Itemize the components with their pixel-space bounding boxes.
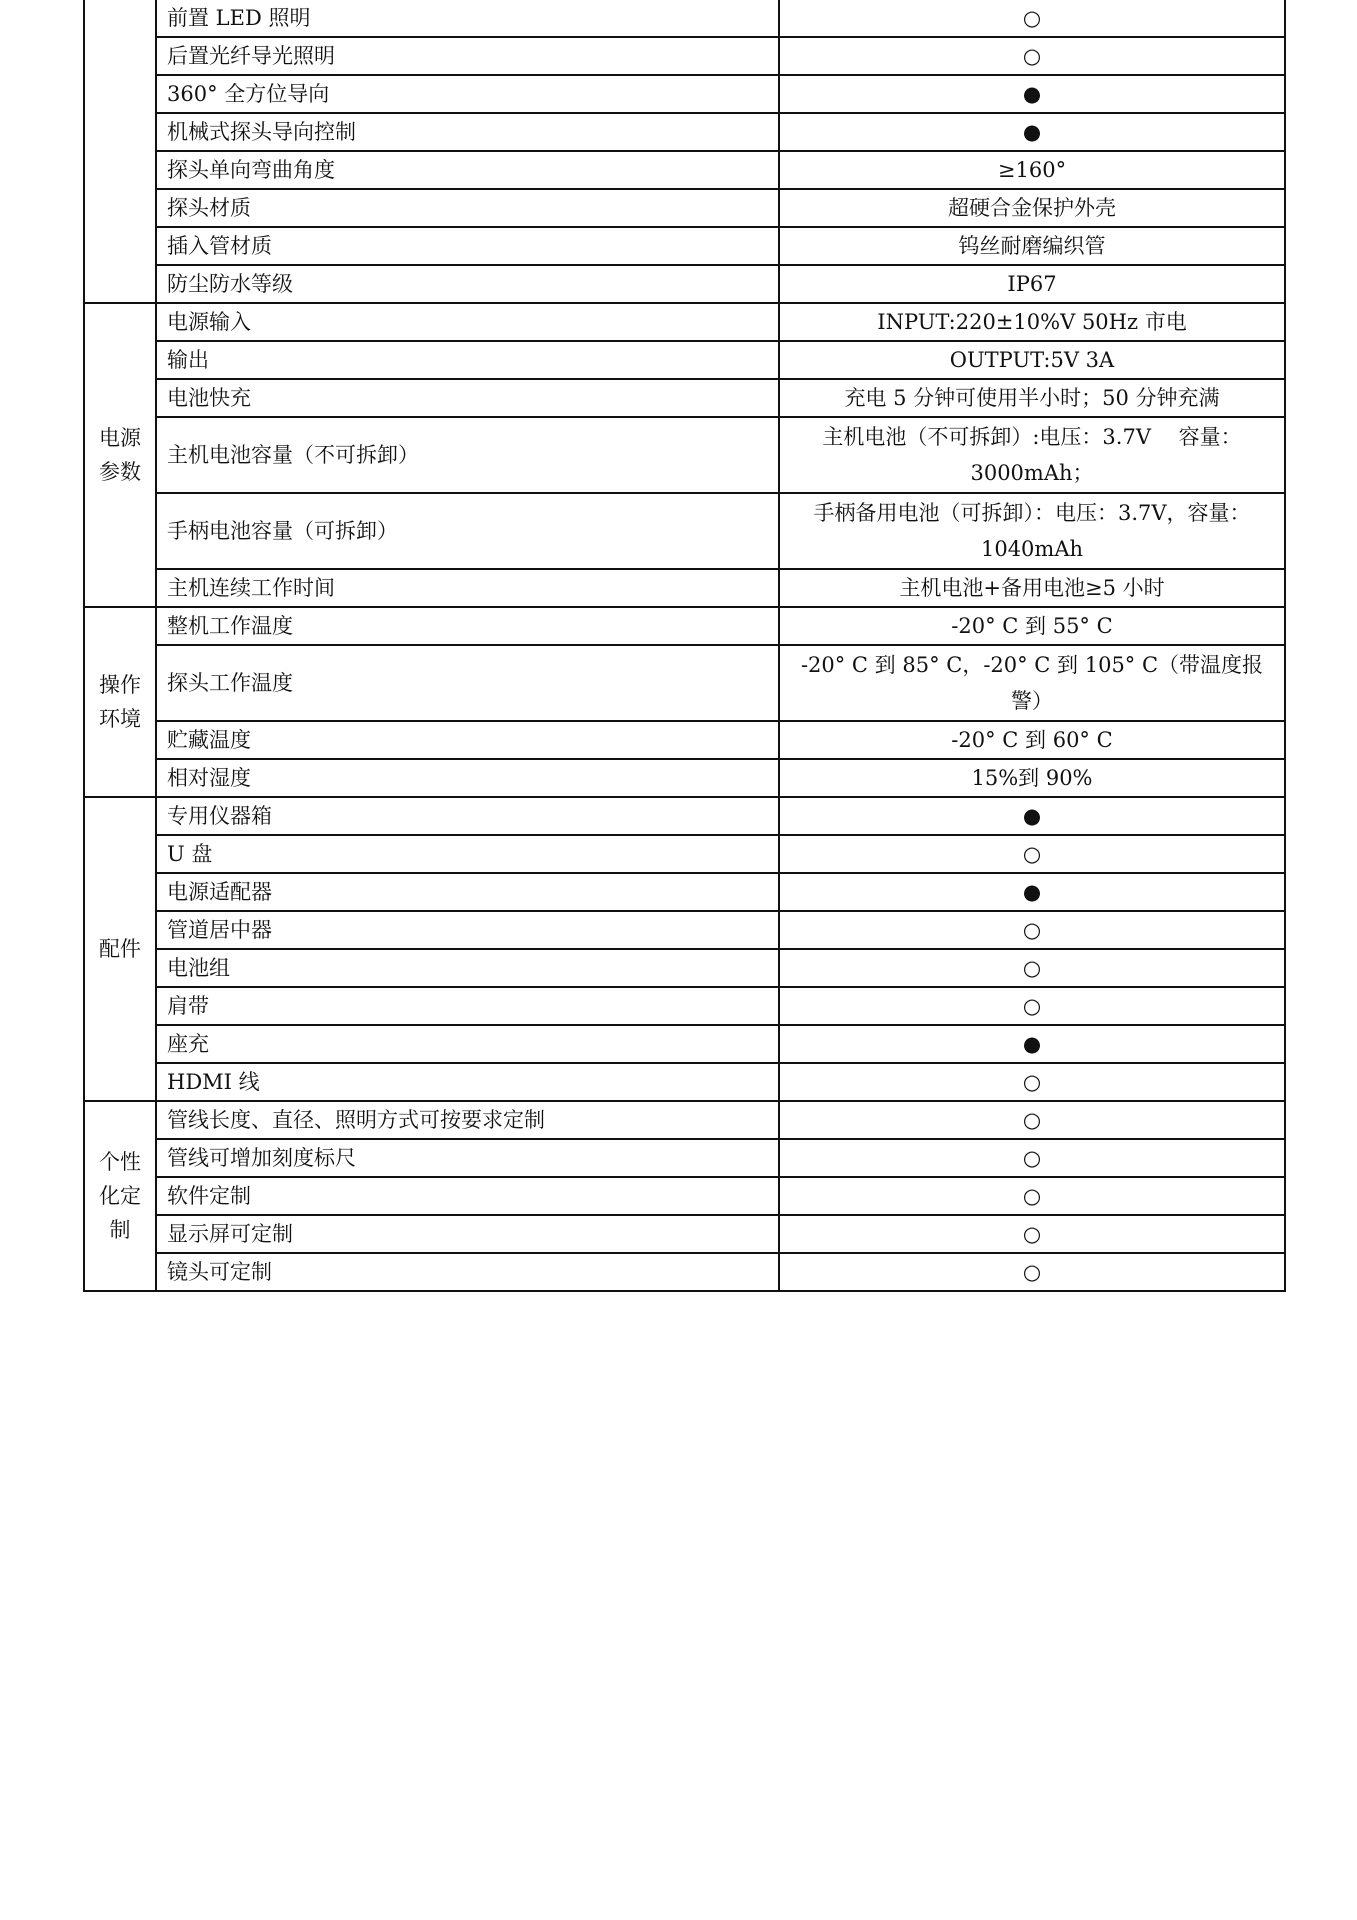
table-row xyxy=(84,645,1285,721)
table-row xyxy=(84,911,1285,949)
table-row xyxy=(84,0,1285,37)
value-cell: ○ xyxy=(779,37,1285,75)
value-cell: 手柄备用电池（可拆卸）：电压：3.7V，容量：1040mAh xyxy=(779,493,1285,569)
item-cell: 机械式探头导向控制 xyxy=(156,113,779,151)
category-cell: 配件 xyxy=(84,797,156,1101)
value-cell: 钨丝耐磨编织管 xyxy=(779,227,1285,265)
table-row xyxy=(84,1139,1285,1177)
item-cell: 前置 LED 照明 xyxy=(156,0,779,37)
value-cell: 主机电池（不可拆卸）:电压：3.7V 容量：3000mAh； xyxy=(779,417,1285,493)
table-row xyxy=(84,1253,1285,1291)
item-cell: 镜头可定制 xyxy=(156,1253,779,1291)
item-cell: 管线可增加刻度标尺 xyxy=(156,1139,779,1177)
category-cell: 电源参数 xyxy=(84,303,156,607)
value-cell: ● xyxy=(779,1025,1285,1063)
item-cell: 贮藏温度 xyxy=(156,721,779,759)
category-cell: 操作环境 xyxy=(84,607,156,797)
value-cell: 主机电池+备用电池≥5 小时 xyxy=(779,569,1285,607)
item-cell: 电源输入 xyxy=(156,303,779,341)
item-cell: HDMI 线 xyxy=(156,1063,779,1101)
item-cell: 软件定制 xyxy=(156,1177,779,1215)
table-row xyxy=(84,1063,1285,1101)
table-row xyxy=(84,37,1285,75)
value-cell: ○ xyxy=(779,835,1285,873)
value-cell: ● xyxy=(779,873,1285,911)
table-row xyxy=(84,75,1285,113)
value-cell: 超硬合金保护外壳 xyxy=(779,189,1285,227)
item-cell: 探头单向弯曲角度 xyxy=(156,151,779,189)
value-cell: 15%到 90% xyxy=(779,759,1285,797)
value-cell: ○ xyxy=(779,1253,1285,1291)
item-cell: 插入管材质 xyxy=(156,227,779,265)
value-cell: ○ xyxy=(779,1139,1285,1177)
item-cell: 电池快充 xyxy=(156,379,779,417)
item-cell: 电源适配器 xyxy=(156,873,779,911)
value-cell: ○ xyxy=(779,911,1285,949)
table-row xyxy=(84,1025,1285,1063)
item-cell: 手柄电池容量（可拆卸） xyxy=(156,493,779,569)
value-cell: ● xyxy=(779,797,1285,835)
item-cell: 360° 全方位导向 xyxy=(156,75,779,113)
value-cell: OUTPUT:5V 3A xyxy=(779,341,1285,379)
value-cell: ≥160° xyxy=(779,151,1285,189)
item-cell: 整机工作温度 xyxy=(156,607,779,645)
category-cell: 个性化定制 xyxy=(84,1101,156,1291)
table-row xyxy=(84,265,1285,303)
item-cell: 相对湿度 xyxy=(156,759,779,797)
table-row xyxy=(84,341,1285,379)
spec-table xyxy=(83,0,1286,1292)
item-cell: 电池组 xyxy=(156,949,779,987)
value-cell: -20° C 到 85° C，-20° C 到 105° C（带温度报警） xyxy=(779,645,1285,721)
value-cell: 充电 5 分钟可使用半小时；50 分钟充满 xyxy=(779,379,1285,417)
value-cell: ○ xyxy=(779,987,1285,1025)
item-cell: 后置光纤导光照明 xyxy=(156,37,779,75)
value-cell: INPUT:220±10%V 50Hz 市电 xyxy=(779,303,1285,341)
item-cell: 防尘防水等级 xyxy=(156,265,779,303)
table-row xyxy=(84,1215,1285,1253)
item-cell: 显示屏可定制 xyxy=(156,1215,779,1253)
value-cell: ○ xyxy=(779,1215,1285,1253)
table-row xyxy=(84,303,1285,341)
item-cell: 探头工作温度 xyxy=(156,645,779,721)
item-cell: 主机连续工作时间 xyxy=(156,569,779,607)
table-row xyxy=(84,797,1285,835)
table-row xyxy=(84,417,1285,493)
value-cell: ○ xyxy=(779,1101,1285,1139)
table-row xyxy=(84,151,1285,189)
item-cell: 专用仪器箱 xyxy=(156,797,779,835)
item-cell: 座充 xyxy=(156,1025,779,1063)
item-cell: U 盘 xyxy=(156,835,779,873)
table-row xyxy=(84,949,1285,987)
table-row xyxy=(84,759,1285,797)
value-cell: IP67 xyxy=(779,265,1285,303)
value-cell: ○ xyxy=(779,0,1285,37)
category-cell xyxy=(84,0,156,303)
table-row xyxy=(84,113,1285,151)
item-cell: 管线长度、直径、照明方式可按要求定制 xyxy=(156,1101,779,1139)
value-cell: -20° C 到 60° C xyxy=(779,721,1285,759)
table-row xyxy=(84,873,1285,911)
item-cell: 主机电池容量（不可拆卸） xyxy=(156,417,779,493)
table-row xyxy=(84,987,1285,1025)
item-cell: 肩带 xyxy=(156,987,779,1025)
table-row xyxy=(84,569,1285,607)
table-row xyxy=(84,379,1285,417)
value-cell: ○ xyxy=(779,1177,1285,1215)
value-cell: -20° C 到 55° C xyxy=(779,607,1285,645)
table-row xyxy=(84,721,1285,759)
table-row xyxy=(84,493,1285,569)
table-row xyxy=(84,1101,1285,1139)
table-row xyxy=(84,189,1285,227)
table-row xyxy=(84,227,1285,265)
item-cell: 输出 xyxy=(156,341,779,379)
value-cell: ○ xyxy=(779,1063,1285,1101)
value-cell: ● xyxy=(779,75,1285,113)
item-cell: 管道居中器 xyxy=(156,911,779,949)
item-cell: 探头材质 xyxy=(156,189,779,227)
value-cell: ● xyxy=(779,113,1285,151)
table-row xyxy=(84,1177,1285,1215)
value-cell: ○ xyxy=(779,949,1285,987)
table-row xyxy=(84,835,1285,873)
table-row xyxy=(84,607,1285,645)
